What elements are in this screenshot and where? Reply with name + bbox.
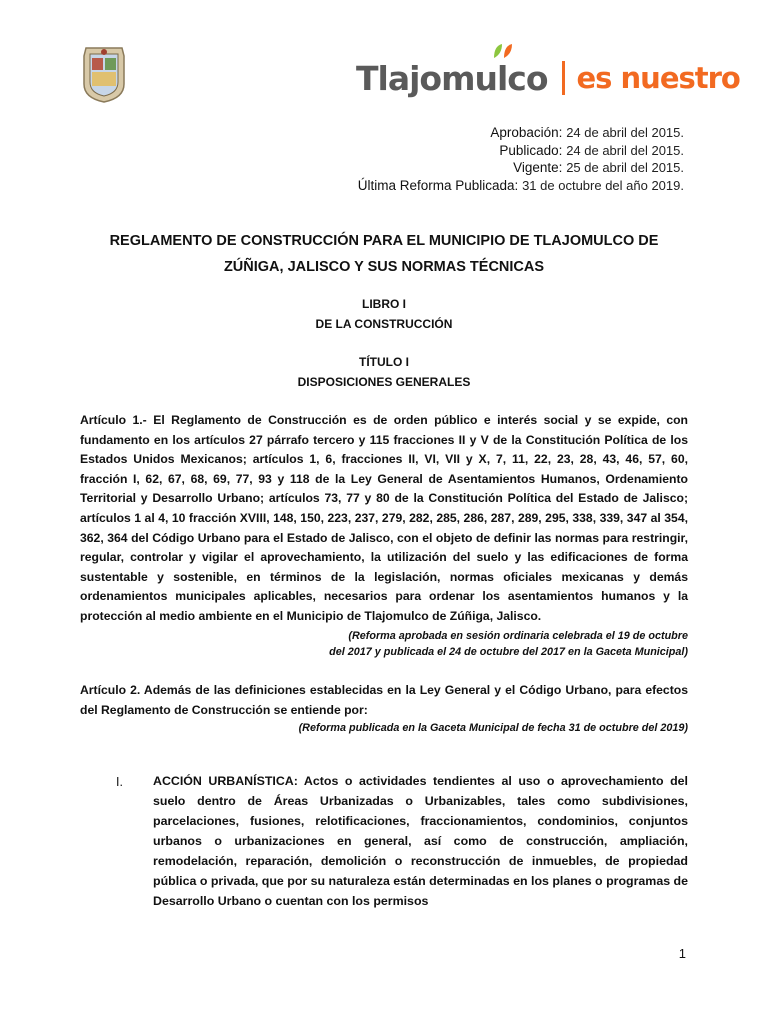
- article-2: Artículo 2. Además de las definiciones establecidas en la Ley General y el Código Urbano, para efectos del Reglamento de Construcción se entiende por:: [80, 683, 688, 717]
- page-number: 1: [678, 946, 686, 961]
- document-metadata: [358, 124, 684, 194]
- titulo-heading: TÍTULO I DISPOSICIONES GENERALES: [297, 355, 471, 389]
- list-item-number: I.: [116, 775, 123, 789]
- municipal-seal-icon: [80, 44, 128, 104]
- tlajomulco-logo: [356, 56, 740, 100]
- article-2-reform-note: (Reforma publicada en la Gaceta Municipal de fecha 31 de octubre del 2019): [298, 722, 688, 734]
- list-item-accion-urbanistica: ACCIÓN URBANÍSTICA: Actos o actividades tendientes al uso o aprovechamiento del suelo dentro de Áreas Urbanizadas o Urbanizables, tales como subdivisiones, parcelaciones, fusiones, relotificaciones, fraccionamientos, condominios, conjuntos urbanos o urbanizaciones en general, así como de construcción, ampliación, remodelación, reparación, demolición o reconstrucción de inmuebles, de propiedad pública o privada, que por su naturaleza están determinadas en los planes o programas de Desarrollo Urbano o cuentan con los permisos: [153, 774, 689, 908]
- publicado-line: Publicado: 24 de abril del 2015.: [499, 142, 684, 158]
- aprobacion-line: Aprobación: 24 de abril del 2015.: [490, 125, 684, 140]
- leaf-icon: [492, 42, 514, 60]
- logo-tagline: es nuestro: [576, 61, 740, 95]
- article-1-reform-note: (Reforma aprobada en sesión ordinaria celebrada el 19 de octubre del 2017 y publicada el 24 de octubre del 2017 en la Gaceta Municipal): [329, 630, 688, 658]
- vigente-line: Vigente: 25 de abril del 2015.: [513, 160, 684, 175]
- document-title: REGLAMENTO DE CONSTRUCCIÓN PARA EL MUNICIPIO DE TLAJOMULCO DE ZÚÑIGA, JALISCO Y SUS NORMAS TÉCNICAS: [109, 233, 659, 275]
- libro-heading: LIBRO I DE LA CONSTRUCCIÓN: [315, 297, 453, 331]
- logo-main-text: Tlajomulco: [356, 58, 548, 98]
- reforma-line: Última Reforma Publicada: 31 de octubre del año 2019.: [357, 177, 684, 193]
- logo-separator: [562, 61, 565, 95]
- article-1: Artículo 1.- El Reglamento de Construcción es de orden público e interés social y se expide, con fundamento en los artículos 27 párrafo tercero y 115 fracciones II y V de la Constitución Política de los Estados Unidos Mexicanos; artículos 1, 6, fracciones II, VI, VII y X, 7, 11, 22, 23, 28, 43, 46, 57, 60, fracción I, 62, 67, 68, 69, 77, 93 y 118 de la Ley General de Asentamientos Humanos, Ordenamiento Territorial y Desarrollo Urbano; artículos 73, 77 y 80 de la Constitución Política del Estado de Jalisco; artículos 1 al 4, 10 fracción XVIII, 148, 150, 223, 237, 279, 282, 285, 286, 287, 289, 295, 338, 339, 347 al 354, 362, 364 del Código Urbano para el Estado de Jalisco, con el objeto de definir las normas para restringir, regular, controlar y vigilar el aprovechamiento, la utilización del suelo y las edificaciones de forma sustentable y sostenible, en términos de la legislación, normas oficiales mexicanas y demás ordenamientos municipales aplicables, necesarios para ordenar los asentamientos humanos y la protección al medio ambiente en el Municipio de Tlajomulco de Zúñiga, Jalisco.: [80, 413, 688, 623]
